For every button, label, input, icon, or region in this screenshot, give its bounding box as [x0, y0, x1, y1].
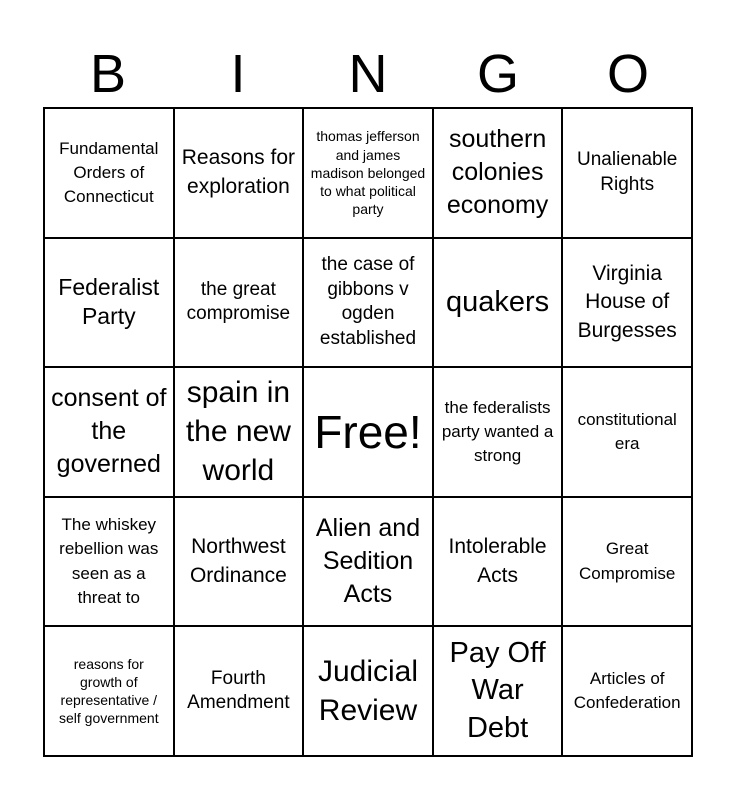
bingo-cell[interactable] [433, 108, 563, 238]
header-letter-b: B [89, 44, 127, 104]
cell-text: southern colonies economy [446, 125, 549, 220]
bingo-cell[interactable] [562, 238, 692, 368]
bingo-cell[interactable] [562, 108, 692, 238]
bingo-cell[interactable] [303, 497, 433, 627]
cell-text: quakers [446, 285, 550, 318]
cell-text: Articles of Confederation [573, 669, 681, 713]
cell-text: Fourth Amendment [187, 667, 290, 714]
header-letter-o: O [606, 44, 649, 104]
bingo-cell[interactable] [174, 626, 304, 756]
bingo-free-cell[interactable] [303, 367, 433, 497]
cell-text: the case of gibbons v ogden established [319, 254, 417, 350]
bingo-cell[interactable] [562, 367, 692, 497]
cell-text: Unalienable Rights [577, 149, 678, 195]
cell-text: Northwest Ordinance [189, 535, 287, 587]
bingo-cell[interactable] [44, 626, 174, 756]
cell-text: the great compromise [186, 278, 291, 325]
cell-text: reasons for growth of representative / self government [58, 655, 159, 727]
cell-text: Intolerable Acts [448, 535, 547, 587]
cell-text: Great Compromise [579, 539, 676, 583]
bingo-cell[interactable] [44, 497, 174, 627]
bingo-cell[interactable] [174, 367, 304, 497]
bingo-cell[interactable] [562, 626, 692, 756]
cell-text: Fundamental Orders of Connecticut [59, 138, 159, 206]
cell-text: the federalists party wanted a strong [441, 397, 554, 466]
bingo-cell[interactable] [433, 626, 563, 756]
header-letter-g: G [476, 44, 519, 104]
bingo-cell[interactable] [44, 367, 174, 497]
bingo-cell[interactable] [303, 626, 433, 756]
cell-text: Pay Off War Debt [449, 636, 546, 745]
bingo-cell[interactable] [303, 238, 433, 368]
cell-text: thomas jefferson and james madison belonged to what political party [310, 128, 426, 218]
bingo-cell[interactable] [174, 497, 304, 627]
cell-text: Federalist Party [58, 273, 160, 330]
bingo-cell[interactable] [433, 497, 563, 627]
cell-text: Alien and Sedition Acts [315, 514, 421, 609]
bingo-cell[interactable] [174, 108, 304, 238]
bingo-cell[interactable] [433, 238, 563, 368]
bingo-cell[interactable] [174, 238, 304, 368]
cell-text: spain in the new world [185, 376, 291, 488]
bingo-cell[interactable] [303, 108, 433, 238]
header-letter-n: N [348, 44, 388, 104]
bingo-board [43, 107, 693, 757]
bingo-cell[interactable] [433, 367, 563, 497]
cell-text: The whiskey rebellion was seen as a threat to [59, 515, 159, 607]
bingo-cell[interactable] [44, 108, 174, 238]
bingo-cell[interactable] [562, 497, 692, 627]
cell-text: Virginia House of Burgesses [577, 261, 677, 342]
cell-text: Judicial Review [317, 655, 419, 728]
cell-text: Reasons for exploration [181, 146, 295, 198]
header-letter-i: I [230, 44, 246, 104]
bingo-cell[interactable] [44, 238, 174, 368]
cell-text: consent of the governed [51, 384, 167, 479]
cell-text: constitutional era [577, 409, 677, 453]
cell-text: Free! [314, 405, 422, 458]
bingo-header [43, 40, 693, 108]
